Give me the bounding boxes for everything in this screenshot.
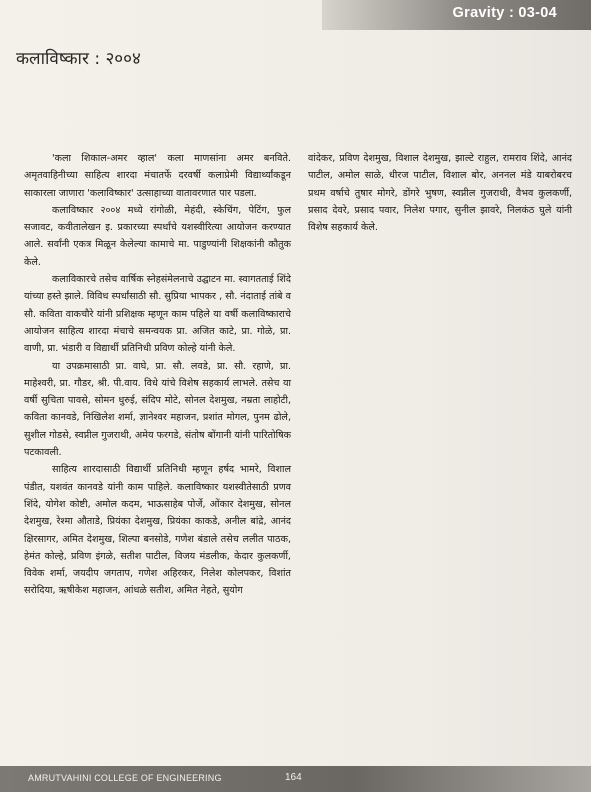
paragraph: कलाविष्कार २००४ मध्ये रांगोळी, मेहंदी, स्केचिंग, पेटिंग, फुल सजावट, कवीतालेखन इ. प्रकारच्या स्पर्धांचे यशस्वीरित्या आयोजन करण्यात आले. सर्वांनी एकत्र मिळून केलेल्या कामाचे मा. पाडुण्यांनी शिक्षकांनी कौतुक केले. [24,204,291,268]
paragraph: 'कला शिकाल-अमर व्हाल' कला माणसांना अमर बनविते. अमृतवाहिनीच्या साहित्य शारदा मंचातर्फे दरवर्षी कलाप्रेमी विद्यार्थ्यांकडून साकारला जाणारा 'कलाविष्कार' उत्साहाच्या वातावरणात पार पडला. [24,153,291,199]
page-number: 164 [285,772,302,783]
right-column [308,150,572,236]
paragraph: साहित्य शारदासाठी विद्यार्थी प्रतिनिधी म्हणून हर्षद भामरे, विशाल पंडीत, यशवंत कानवडे यांनी काम पाहिले. कलाविष्कार यशस्वीतेसाठी प्रणव शिंदे, योगेश कोष्टी, अमोल कदम, भाऊसाहेब पोर्जे, ओंकार देशमुख, सोनल देशमुख, रेश्मा औताडे, प्रियंका देशमुख, प्रियंका काकडे, अनील बांद्रे, आनंद क्षिरसागर, अमित देशमुख, शिल्पा बनसोडे, गणेश बंडाले तसेच ललीत पाठक, हेमंत कोल्हे, प्रविण इंगळे, सतीश पाटील, विजय मंडलीक, केदार कुलकर्णी, विवेक शर्मा, जयदीप जगताप, गणेश अहिरकर, निलेश कोलपकर, विशांत सरोदिया, ऋषीकेश महाजन, आंधळे सतीश, अमित नेहते, सुयोग [24,464,291,597]
college-name: AMRUTVAHINI COLLEGE OF ENGINEERING [28,773,222,783]
left-column [24,150,291,600]
paragraph: कलाविकारचे तसेच वार्षिक स्नेहसंमेलनाचे उद्घाटन मा. स्वागतताई शिंदे यांच्या हस्ते झाले. विविध स्पर्धांसाठी सौ. सुप्रिया भापकर , सौ. नंदाताई तांबे व सौ. कविता वाकचौरे यांनी प्रशिक्षक म्हणून काम पहिले या वर्षी कलाविष्काराचे आयोजन साहित्य शारदा मंचाचे समन्वयक प्रा. अजित काटे, प्रा. गोळे, प्रा. वाणी, प्रा. भंडारी व विद्यार्थी प्रतिनिधी प्रविण कोल्हे यांनी केले. [24,274,291,355]
magazine-title: Gravity : 03-04 [452,5,557,21]
paragraph: वांदेकर, प्रविण देशमुख, विशाल देशमुख, झाल्टे राहुल, रामराव शिंदे, आनंद पाटील, अमोल साळे, धीरज पाटील, विशाल बोर, अननल मंडे याबरोबरच प्रथम वर्षाचे तुषार मोगरे, डोंगरे भुषण, स्वप्नील गुजराथी, वैभव कुलकर्णी, प्रसाद देवरे, प्रसाद पवार, निलेश पगार, सुनील झावरे, निलकंठ घुले यांनी विशेष सहकार्य केले. [308,153,572,234]
footer-band [0,766,591,792]
paragraph: या उपक्रमासाठी प्रा. वाघे, प्रा. सौ. लवडे, प्रा. सौ. रहाणे, प्रा. माहेश्वरी, प्रा. गौडर, श्री. पी.वाय. विधे यांचे विशेष सहकार्य लाभले. तसेच या वर्षी सुचिता पावसे, सोमन धुरुई, संदिप मोटे, सोनल देशमुख, नम्रता लाहोटी, कविता कानवडे, निखिलेश शर्मा, ज्ञानेश्वर महाजन, प्रशांत मोगल, पुनम ढोले, सुशील गोडसे, स्वप्नील गुजराथी, अमेय फरगडे, संतोष बोंगानी यांनी पारितोषिक पटकावली. [24,360,291,459]
header-band [322,0,591,30]
section-title: कलाविष्कार : २००४ [16,49,141,69]
